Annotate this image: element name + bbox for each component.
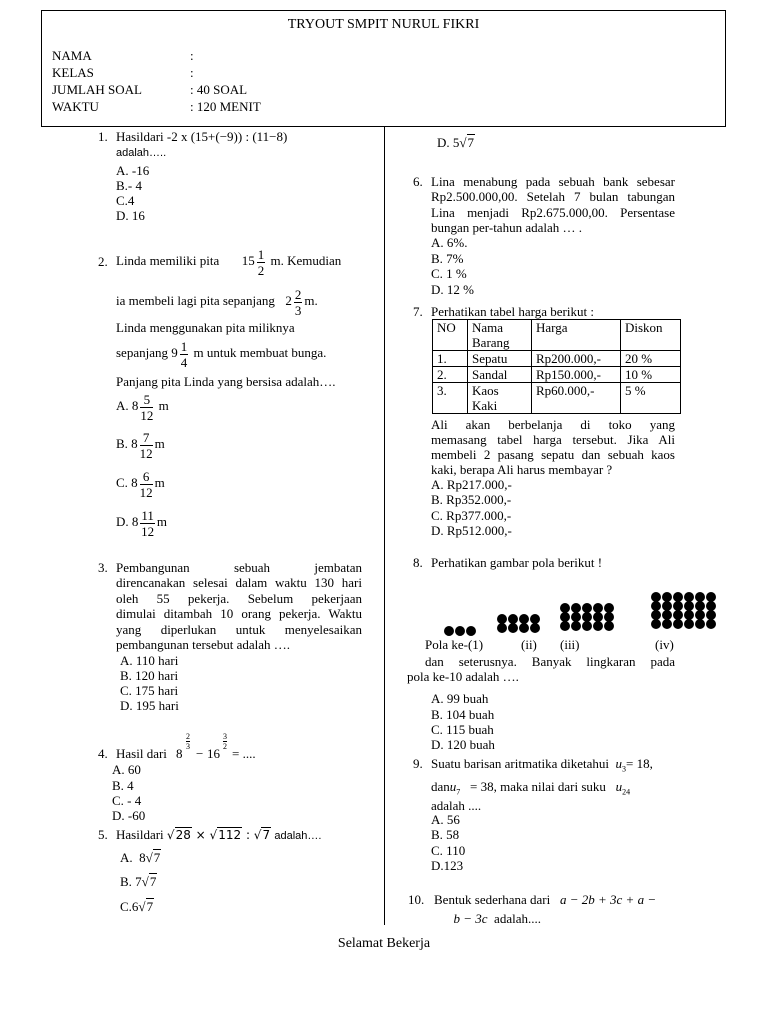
q6-line3: Lina menjadi Rp2.675.000,00. Persentase	[431, 205, 675, 220]
q5-expression: Hasildari √28 × √112 : √7 adalah….	[116, 827, 322, 842]
q10-line1: Bentuk sederhana dari a − 2b + 3c + a −	[434, 892, 657, 907]
pattern-3-dot	[604, 621, 614, 631]
q2-mixed3-whole: 9	[171, 345, 178, 360]
header-box	[41, 10, 726, 127]
table-cell: Kaos Kaki	[468, 383, 532, 414]
q3-line6: pembangunan tersebut adalah ….	[116, 637, 290, 652]
q7-option-d: D. Rp512.000,-	[431, 523, 512, 538]
q10-number: 10.	[408, 892, 425, 907]
value-waktu: : 120 MENIT	[190, 99, 261, 114]
q1-option-a: A. -16	[116, 163, 150, 178]
q4-option-b: B. 4	[112, 778, 134, 793]
q4-minus: −	[196, 746, 204, 761]
table-cell: 20 %	[621, 351, 681, 367]
q5-option-a: A. 8√7	[120, 850, 161, 865]
table-cell: 2.	[433, 367, 468, 383]
pattern-3-dot	[582, 621, 592, 631]
pattern-3-dot	[571, 621, 581, 631]
table-cell: 10 %	[621, 367, 681, 383]
q4-option-a: A. 60	[112, 762, 141, 777]
q2-line1-b: m. Kemudian	[270, 253, 342, 268]
q3-option-a: A. 110 hari	[120, 653, 179, 668]
q9-option-b: B. 58	[431, 827, 460, 842]
q7-line2: memasang tabel harga tersebut. Jika Ali	[431, 432, 675, 447]
q2-number: 2.	[98, 254, 108, 269]
pattern-2-dot	[508, 623, 518, 633]
q2-fraction3: $\frac{1}{4}$	[180, 338, 188, 370]
label-kelas: KELAS	[52, 65, 94, 80]
q5-option-c: C.6√7	[120, 899, 154, 914]
q8-option-a: A. 99 buah	[431, 691, 489, 706]
q2-line5: Panjang pita Linda yang bersisa adalah….	[116, 374, 336, 389]
q4-option-c: C. - 4	[112, 793, 142, 808]
q2-line1	[116, 244, 341, 278]
table-header-row	[433, 320, 681, 351]
q1-option-b: B.- 4	[116, 178, 142, 193]
price-table	[432, 319, 681, 414]
q4-text: Hasil dari	[116, 746, 167, 761]
pattern-1-dot	[444, 626, 454, 636]
q9-line1: Suatu barisan aritmatika diketahui $u_3= 18$,	[431, 756, 653, 774]
q2-line4-b: m untuk membuat bunga.	[193, 345, 327, 360]
table-row	[433, 367, 681, 383]
q7-text: Perhatikan tabel harga berikut :	[431, 304, 594, 319]
pattern-label-1: Pola ke-(1)	[425, 637, 484, 652]
table-header: Diskon	[621, 320, 681, 351]
q1-option-c: C.4	[116, 193, 135, 208]
q7-option-a: A. Rp217.000,-	[431, 477, 512, 492]
q7-line3: membeli 2 pasang sepatu dan sebuah kaos	[431, 447, 675, 462]
q5-option-d: D. 5√7	[437, 135, 475, 150]
q7-number: 7.	[413, 304, 423, 319]
q9-number: 9.	[413, 756, 423, 771]
q6-option-c: C. 1 %	[431, 266, 467, 281]
pattern-4-dot	[695, 619, 705, 629]
table-cell: Rp150.000,-	[532, 367, 621, 383]
pattern-4-dot	[651, 619, 661, 629]
q2-line2	[116, 284, 318, 318]
q9-line2: danu$_7$ = 38, maka nilai dari suku $u_{24}$	[431, 779, 631, 797]
pattern-4-dot	[662, 619, 672, 629]
q2-fraction1: $\frac{1}{2}$	[257, 246, 265, 278]
table-header: NO	[433, 320, 468, 351]
exam-title: TRYOUT SMPIT NURUL FIKRI	[287, 17, 480, 32]
pattern-1-dot	[455, 626, 465, 636]
q4-exponent2: 3 2	[223, 732, 227, 751]
pattern-1-dot	[466, 626, 476, 636]
label-waktu: WAKTU	[52, 99, 99, 114]
q3-option-c: C. 175 hari	[120, 683, 179, 698]
q8-line1: dan seterusnya. Banyak lingkaran pada	[425, 654, 675, 669]
q2-option-b: B. 8 $\frac{7}{12}$ m	[116, 429, 165, 461]
q2-line2-a: ia membeli lagi pita sepanjang	[116, 293, 275, 308]
table-cell: Rp200.000,-	[532, 351, 621, 367]
q7-option-b: B. Rp352.000,-	[431, 492, 512, 507]
q2-option-a: A. 8 $\frac{5}{12}$ m	[116, 391, 169, 423]
table-row	[433, 383, 681, 414]
q1-text: Hasildari -2 x (15+(−9)) : (11−8)	[116, 129, 288, 144]
q3-number: 3.	[98, 560, 108, 575]
q2-line4	[116, 336, 326, 370]
pattern-label-4: (iv)	[655, 637, 674, 652]
q7-line4: kaki, berapa Ali harus membayar ?	[431, 462, 613, 477]
pattern-4-dot	[706, 619, 716, 629]
q4-option-d: D. -60	[112, 808, 146, 823]
q2-line1-a: Linda memiliki pita	[116, 253, 220, 268]
label-jumlah-soal: JUMLAH SOAL	[52, 82, 142, 97]
q8-number: 8.	[413, 555, 423, 570]
pattern-label-2: (ii)	[521, 637, 537, 652]
q9-option-c: C. 110	[431, 843, 466, 858]
pattern-2-dot	[530, 623, 540, 633]
q8-option-b: B. 104 buah	[431, 707, 495, 722]
q2-line4-a: sepanjang	[116, 345, 168, 360]
table-header: Nama Barang	[468, 320, 532, 351]
q3-option-b: B. 120 hari	[120, 668, 179, 683]
q3-line2: direncanakan selesai dalam waktu 130 hari	[116, 575, 362, 590]
table-cell: Sandal	[468, 367, 532, 383]
pattern-2-dot	[497, 623, 507, 633]
q3-option-d: D. 195 hari	[120, 698, 179, 713]
q6-option-a: A. 6%.	[431, 235, 468, 250]
q2-mixed2-whole: 2	[285, 293, 292, 308]
q3-line1: Pembangunan sebuah jembatan	[116, 560, 362, 575]
q6-line4: bungan per-tahun adalah … .	[431, 220, 582, 235]
q8-option-c: C. 115 buah	[431, 722, 494, 737]
q1-number: 1.	[98, 129, 108, 144]
pattern-3-dot	[560, 621, 570, 631]
table-cell: Sepatu	[468, 351, 532, 367]
table-cell: 1.	[433, 351, 468, 367]
q4-base2: 16	[207, 746, 220, 761]
q1-option-d: D. 16	[116, 208, 145, 223]
value-kelas: :	[190, 65, 194, 80]
value-jumlah-soal: : 40 SOAL	[190, 82, 248, 97]
q5-option-b: B. 7√7	[120, 874, 157, 889]
q4-tail: = ....	[232, 746, 256, 761]
q4-number: 4.	[98, 746, 108, 761]
q2-line3: Linda menggunakan pita miliknya	[116, 320, 295, 335]
q4-exponent1: 2 3	[186, 732, 190, 751]
pattern-4-dot	[673, 619, 683, 629]
q6-option-b: B. 7%	[431, 251, 464, 266]
q2-option-c: C. 8 $\frac{6}{12}$ m	[116, 468, 165, 500]
pattern-4-dot	[684, 619, 694, 629]
q8-option-d: D. 120 buah	[431, 737, 495, 752]
table-header: Harga	[532, 320, 621, 351]
q2-line2-b: m.	[304, 293, 318, 308]
q6-line1: Lina menabung pada sebuah bank sebesar	[431, 174, 675, 189]
q3-line4: dimulai ditambah 10 orang pekerja. Waktu	[116, 606, 362, 621]
q8-text: Perhatikan gambar pola berikut !	[431, 555, 603, 570]
q2-fraction2: $\frac{2}{3}$	[294, 286, 302, 318]
q3-line5: yang diperlukan untuk menyelesaikan	[116, 622, 362, 637]
q9-line3: adalah ....	[431, 798, 482, 813]
q1-tail: adalah…..	[116, 147, 167, 159]
q8-line2: pola ke-10 adalah ….	[407, 669, 519, 684]
table-cell: 3.	[433, 383, 468, 414]
q4-base1: 8	[176, 746, 183, 761]
q3-line3: oleh 55 pekerja. Sebelum pekerjaan	[116, 591, 362, 606]
q6-number: 6.	[413, 174, 423, 189]
q6-option-d: D. 12 %	[431, 282, 474, 297]
q10-line2: b − 3c adalah....	[453, 911, 541, 926]
pattern-3-dot	[593, 621, 603, 631]
q9-option-a: A. 56	[431, 812, 460, 827]
q5-number: 5.	[98, 827, 108, 842]
table-row	[433, 351, 681, 367]
value-nama: :	[190, 48, 194, 63]
pattern-label-3: (iii)	[560, 637, 580, 652]
q2-option-d: D. 8 $\frac{11}{12}$ m	[116, 507, 168, 539]
q7-option-c: C. Rp377.000,-	[431, 508, 512, 523]
q2-mixed1-whole: 15	[241, 253, 255, 268]
pattern-2-dot	[519, 623, 529, 633]
footer-text: Selamat Bekerja	[337, 936, 431, 951]
table-cell: 5 %	[621, 383, 681, 414]
q9-option-d: D.123	[431, 858, 464, 873]
q6-line2: Rp2.500.000,00. Setelah 7 bulan tabungan	[431, 189, 675, 204]
table-cell: Rp60.000,-	[532, 383, 621, 414]
column-divider	[384, 127, 385, 925]
q7-line1: Ali akan berbelanja di toko yang	[431, 417, 675, 432]
label-nama: NAMA	[52, 48, 92, 63]
